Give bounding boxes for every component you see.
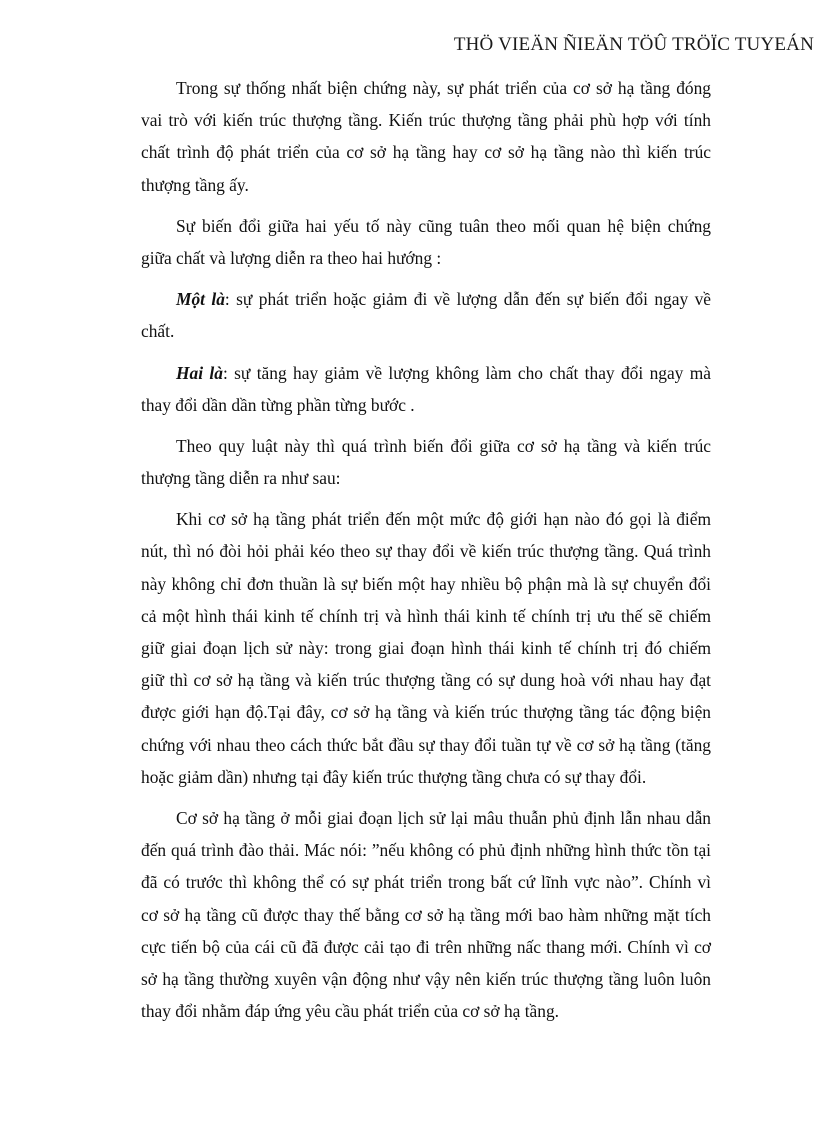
text-line: chất. bbox=[141, 321, 175, 342]
text-line: hoặc giảm dần) nhưng tại đây kiến trúc thượng tầng chưa có sự thay đổi. bbox=[141, 766, 647, 787]
paragraph bbox=[141, 357, 711, 421]
text-line: Khi cơ sở hạ tầng phát triển đến một mức độ giới hạn nào đó gọi là điểm bbox=[176, 509, 711, 530]
paragraph bbox=[141, 430, 711, 494]
text-line: giữa chất và lượng diễn ra theo hai hướng : bbox=[141, 247, 442, 268]
text-line: đã có trước thì không thể có sự phát triển trong bất cứ lĩnh vực nào”. Chính vì bbox=[141, 872, 711, 893]
paragraph bbox=[141, 283, 711, 347]
text-line: vai trò với kiến trúc thượng tầng. Kiến trúc thượng tầng phải phù hợp với tính bbox=[141, 110, 711, 131]
lead-term: Một là bbox=[176, 289, 225, 310]
text-line: Sự biến đổi giữa hai yếu tố này cũng tuân theo mối quan hệ biện chứng bbox=[176, 215, 711, 236]
line-text: : sự phát triển hoặc giảm đi về lượng dẫn đến sự biến đổi ngay về bbox=[224, 289, 711, 310]
text-line: cơ sở hạ tầng cũ được thay thế bằng cơ sở hạ tầng mới bao hàm những mặt tích bbox=[141, 904, 711, 925]
text-line: giữ giai đoạn lịch sử này: trong giai đoạn hình thái kinh tế chính trị đó chiếm bbox=[141, 638, 711, 658]
text-line: được giới hạn độ.Tại đây, cơ sở hạ tầng và kiến trúc thượng tầng tác động biện bbox=[141, 702, 711, 723]
document-body bbox=[141, 72, 711, 1036]
paragraph bbox=[141, 503, 711, 793]
text-line: sở hạ tầng thường xuyên vận động như vậy nên kiến trúc thượng tầng luôn luôn bbox=[141, 968, 711, 989]
paragraph bbox=[141, 210, 711, 274]
text-line bbox=[141, 357, 711, 389]
lead-term: Hai là bbox=[176, 362, 223, 383]
text-line: Theo quy luật này thì quá trình biến đổi giữa cơ sở hạ tầng và kiến trúc bbox=[176, 435, 711, 456]
text-line: giữ thì cơ sở hạ tầng và kiến trúc thượng tầng có sự dung hoà với nhau hay đạt bbox=[141, 670, 711, 691]
text-line: Cơ sở hạ tầng ở mỗi giai đoạn lịch sử lại mâu thuẫn phủ định lẫn nhau dẫn bbox=[176, 807, 711, 828]
text-line: đến quá trình đào thải. Mác nói: ”nếu không có phủ định những hình thức tồn tại bbox=[141, 840, 711, 861]
paragraph bbox=[141, 72, 711, 201]
text-line: thay đổi nhằm đáp ứng yêu cầu phát triển của cơ sở hạ tầng. bbox=[141, 1001, 560, 1022]
text-line: cả một hình thái kinh tế chính trị và hình thái kinh tế chính trị ưu thế sẽ chiếm bbox=[141, 605, 711, 626]
page-header-title: THÖ VIEÄN ÑIEÄN TÖÛ TRÖÏC TUYEÁN bbox=[453, 34, 814, 55]
text-line: chứng với nhau theo cách thức bắt đầu sự thay đổi tuần tự về cơ sở hạ tầng (tăng bbox=[141, 734, 711, 755]
text-line bbox=[141, 283, 711, 315]
text-line: này không chỉ đơn thuần là sự biến một hay nhiều bộ phận mà là sự chuyển đổi bbox=[141, 573, 711, 594]
text-line: cực tiến bộ của cái cũ đã được cải tạo đi trên những nấc thang mới. Chính vì cơ bbox=[141, 936, 711, 957]
text-line: chất trình độ phát triển của cơ sở hạ tầng hay cơ sở hạ tầng nào thì kiến trúc bbox=[141, 142, 711, 163]
text-line: Trong sự thống nhất biện chứng này, sự phát triển của cơ sở hạ tầng đóng bbox=[176, 78, 711, 98]
text-line: nút, thì nó đòi hỏi phải kéo theo sự thay đổi về kiến trúc thượng tầng. Quá trình bbox=[141, 541, 711, 562]
line-text: : sự tăng hay giảm về lượng không làm cho chất thay đổi ngay mà bbox=[222, 362, 711, 383]
text-line: thượng tầng diễn ra như sau: bbox=[141, 468, 341, 489]
paragraph bbox=[141, 802, 711, 1027]
text-line: thượng tầng ấy. bbox=[141, 174, 249, 195]
text-line: thay đổi dần dần từng phần từng bước . bbox=[141, 394, 415, 415]
